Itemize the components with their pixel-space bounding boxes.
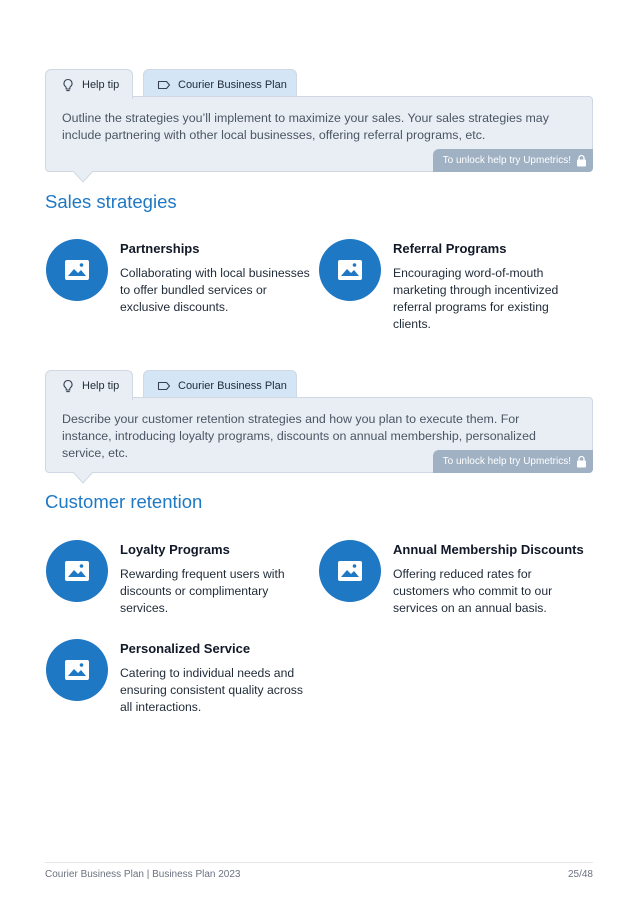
help-tip-sales (45, 69, 593, 185)
tab-help-tip[interactable] (45, 370, 133, 400)
help-tip-tabs (45, 69, 593, 99)
lightbulb-icon (60, 378, 76, 394)
unlock-label: To unlock help try Upmetrics! (442, 456, 571, 467)
item-description: Rewarding frequent users with discounts or complimentary services. (120, 567, 285, 615)
section-title-customer-retention: Customer retention (45, 491, 203, 512)
unlock-help-button[interactable] (433, 149, 593, 172)
image-icon (337, 259, 363, 281)
tag-icon (156, 378, 172, 394)
image-placeholder (319, 540, 381, 602)
image-placeholder (46, 540, 108, 602)
tip-pointer (73, 171, 93, 183)
item-title: Loyalty Programs (120, 542, 230, 557)
tab-courier-business-plan[interactable] (143, 69, 297, 99)
tab-plan-label: Courier Business Plan (178, 379, 287, 392)
footer-divider (45, 862, 593, 863)
tip-pointer (73, 472, 93, 484)
item-description: Offering reduced rates for customers who commit to our services on an annual basis. (393, 567, 553, 615)
tab-help-tip[interactable] (45, 69, 133, 99)
item-title: Annual Membership Discounts (393, 542, 584, 557)
footer-document-title: Courier Business Plan | Business Plan 2023 (45, 869, 241, 880)
image-icon (64, 560, 90, 582)
tab-plan-label: Courier Business Plan (178, 78, 287, 91)
image-icon (64, 659, 90, 681)
help-tip-text: Describe your customer retention strategies and how you plan to execute them. For instance, introducing loyalty programs, discounts on annual membership, personalized service, etc. (62, 412, 536, 460)
item-title: Personalized Service (120, 641, 251, 656)
help-tip-tabs (45, 370, 593, 400)
lock-icon (576, 455, 587, 468)
footer-page-number: 25/48 (567, 869, 593, 880)
tab-courier-business-plan[interactable] (143, 370, 297, 400)
lock-icon (576, 154, 587, 167)
help-tip-box (45, 96, 593, 172)
unlock-label: To unlock help try Upmetrics! (442, 155, 571, 166)
help-tip-box (45, 397, 593, 473)
help-tip-text: Outline the strategies you’ll implement to maximize your sales. Your sales strategies may include partnering with other local businesses, offering referral programs, etc. (62, 111, 549, 142)
item-description: Collaborating with local businesses to offer bundled services or exclusive discounts. (120, 266, 310, 314)
help-tip-retention (45, 370, 593, 486)
item-title: Partnerships (120, 241, 200, 256)
section-title-sales-strategies: Sales strategies (45, 191, 177, 212)
tab-help-tip-label: Help tip (82, 379, 120, 392)
item-description: Encouraging word-of-mouth marketing through incentivized referral programs for existing clients. (393, 266, 559, 331)
unlock-help-button[interactable] (433, 450, 593, 473)
tab-help-tip-label: Help tip (82, 78, 120, 91)
item-title: Referral Programs (393, 241, 507, 256)
image-icon (64, 259, 90, 281)
item-description: Catering to individual needs and ensuring consistent quality across all interactions. (120, 666, 303, 714)
lightbulb-icon (60, 77, 76, 93)
image-placeholder (46, 639, 108, 701)
tag-icon (156, 77, 172, 93)
image-icon (337, 560, 363, 582)
image-placeholder (46, 239, 108, 301)
image-placeholder (319, 239, 381, 301)
